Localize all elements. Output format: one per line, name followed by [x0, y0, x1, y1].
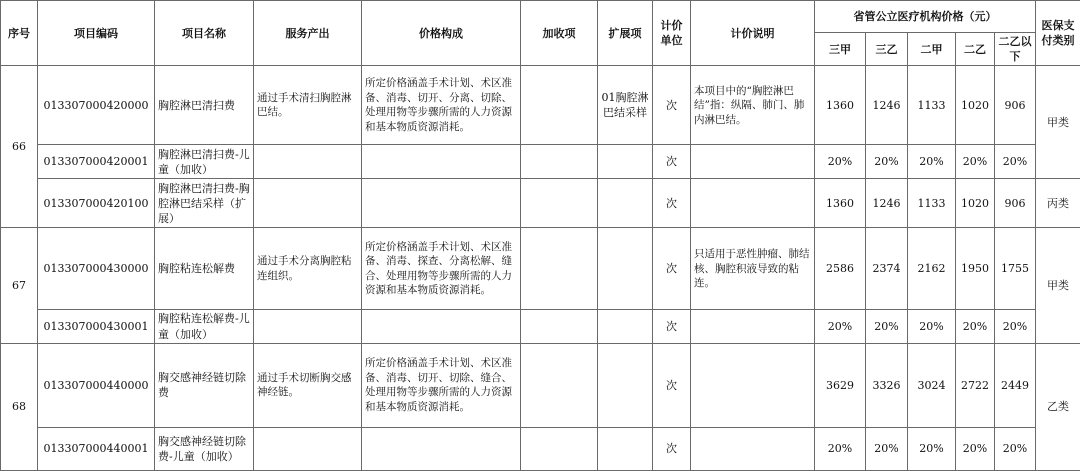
price-cell: 1020 — [956, 66, 995, 145]
price-cell: 20% — [995, 310, 1036, 343]
price-cell: 20% — [956, 145, 995, 179]
insurance-cell: 乙类 — [1036, 343, 1080, 470]
output-cell — [254, 310, 362, 343]
price-cell: 1133 — [908, 66, 956, 145]
seq-cell: 67 — [1, 228, 38, 343]
price-cell: 1133 — [908, 179, 956, 228]
output-cell: 通过手术切断胸交感神经链。 — [254, 343, 362, 427]
extra-cell — [521, 228, 598, 310]
table-row — [1, 228, 1080, 310]
price-cell: 2162 — [908, 228, 956, 310]
output-cell — [254, 145, 362, 179]
header-output: 服务产出 — [254, 1, 362, 66]
insurance-cell: 甲类 — [1036, 228, 1080, 343]
extra-cell — [521, 66, 598, 145]
header-note: 计价说明 — [691, 1, 815, 66]
output-cell — [254, 427, 362, 470]
ext-cell — [598, 343, 653, 427]
price-cell: 20% — [815, 145, 866, 179]
price-cell: 20% — [815, 310, 866, 343]
unit-cell: 次 — [653, 145, 691, 179]
price-cell: 1246 — [866, 179, 908, 228]
price-cell: 906 — [995, 179, 1036, 228]
table-row — [1, 310, 1080, 343]
price-cell: 20% — [995, 427, 1036, 470]
unit-cell: 次 — [653, 179, 691, 228]
price-cell: 1950 — [956, 228, 995, 310]
ext-cell: 01胸腔淋巴结采样 — [598, 66, 653, 145]
price-cell: 3024 — [908, 343, 956, 427]
price-cell: 1360 — [815, 66, 866, 145]
table-row — [1, 66, 1080, 145]
header-level-below-2b: 二乙以下 — [995, 33, 1036, 66]
ext-cell — [598, 228, 653, 310]
price-cell: 20% — [956, 427, 995, 470]
code-cell: 013307000430000 — [38, 228, 155, 310]
extra-cell — [521, 145, 598, 179]
price-cell: 20% — [815, 427, 866, 470]
extra-cell — [521, 427, 598, 470]
code-cell: 013307000420100 — [38, 179, 155, 228]
unit-cell: 次 — [653, 343, 691, 427]
extra-cell — [521, 179, 598, 228]
header-name: 项目名称 — [155, 1, 254, 66]
output-cell — [254, 179, 362, 228]
unit-cell: 次 — [653, 427, 691, 470]
price-cell: 2374 — [866, 228, 908, 310]
header-composition: 价格构成 — [362, 1, 521, 66]
price-cell: 20% — [908, 427, 956, 470]
note-cell: 只适用于恶性肿瘤、肺结核、胸腔积液导致的粘连。 — [691, 228, 815, 310]
composition-cell: 所定价格涵盖手术计划、术区准备、消毒、探查、分离松解、缝合、处理用物等步骤所需的人力资源和基本物质资源消耗。 — [362, 228, 521, 310]
code-cell: 013307000420001 — [38, 145, 155, 179]
price-cell: 20% — [995, 145, 1036, 179]
insurance-cell: 甲类 — [1036, 66, 1080, 179]
composition-cell: 所定价格涵盖手术计划、术区准备、消毒、切开、切除、缝合、处理用物等步骤所需的人力资源和基本物质资源消耗。 — [362, 343, 521, 427]
code-cell: 013307000420000 — [38, 66, 155, 145]
name-cell: 胸交感神经链切除费 — [155, 343, 254, 427]
price-cell: 20% — [908, 310, 956, 343]
price-cell: 3629 — [815, 343, 866, 427]
table-row — [1, 343, 1080, 427]
code-cell: 013307000440001 — [38, 427, 155, 470]
note-cell — [691, 179, 815, 228]
note-cell — [691, 427, 815, 470]
price-cell: 906 — [995, 66, 1036, 145]
extra-cell — [521, 343, 598, 427]
ext-cell — [598, 310, 653, 343]
ext-cell — [598, 179, 653, 228]
name-cell: 胸腔粘连松解费-儿童（加收） — [155, 310, 254, 343]
price-cell: 20% — [866, 310, 908, 343]
table-row — [1, 179, 1080, 228]
table-row — [1, 427, 1080, 470]
note-cell — [691, 310, 815, 343]
header-level-2b: 二乙 — [956, 33, 995, 66]
header-ext: 扩展项 — [598, 1, 653, 66]
name-cell: 胸腔淋巴清扫费-儿童（加收） — [155, 145, 254, 179]
price-cell: 2722 — [956, 343, 995, 427]
note-cell — [691, 145, 815, 179]
name-cell: 胸腔淋巴清扫费-胸腔淋巴结采样（扩展） — [155, 179, 254, 228]
name-cell: 胸腔淋巴清扫费 — [155, 66, 254, 145]
price-cell: 1020 — [956, 179, 995, 228]
insurance-cell: 丙类 — [1036, 179, 1080, 228]
unit-cell: 次 — [653, 228, 691, 310]
seq-cell: 68 — [1, 343, 38, 470]
header-code: 项目编码 — [38, 1, 155, 66]
extra-cell — [521, 310, 598, 343]
composition-cell: 所定价格涵盖手术计划、术区准备、消毒、切开、分离、切除、处理用物等步骤所需的人力资源和基本物质资源消耗。 — [362, 66, 521, 145]
price-cell: 20% — [866, 145, 908, 179]
unit-cell: 次 — [653, 66, 691, 145]
code-cell: 013307000430001 — [38, 310, 155, 343]
ext-cell — [598, 145, 653, 179]
composition-cell — [362, 310, 521, 343]
table-row — [1, 145, 1080, 179]
output-cell: 通过手术清扫胸腔淋巴结。 — [254, 66, 362, 145]
code-cell: 013307000440000 — [38, 343, 155, 427]
header-level-2a: 二甲 — [908, 33, 956, 66]
header-extra: 加收项 — [521, 1, 598, 66]
header-seq: 序号 — [1, 1, 38, 66]
note-cell — [691, 343, 815, 427]
price-cell: 1755 — [995, 228, 1036, 310]
ext-cell — [598, 427, 653, 470]
composition-cell — [362, 427, 521, 470]
header-level-3b: 三乙 — [866, 33, 908, 66]
name-cell: 胸腔粘连松解费 — [155, 228, 254, 310]
price-cell: 20% — [866, 427, 908, 470]
output-cell: 通过手术分离胸腔粘连组织。 — [254, 228, 362, 310]
unit-cell: 次 — [653, 310, 691, 343]
price-cell: 1246 — [866, 66, 908, 145]
header-insurance: 医保支付类别 — [1036, 1, 1080, 66]
price-cell: 3326 — [866, 343, 908, 427]
header-unit: 计价单位 — [653, 1, 691, 66]
price-cell: 20% — [956, 310, 995, 343]
name-cell: 胸交感神经链切除费-儿童（加收） — [155, 427, 254, 470]
composition-cell — [362, 145, 521, 179]
seq-cell: 66 — [1, 66, 38, 228]
price-cell: 2586 — [815, 228, 866, 310]
composition-cell — [362, 179, 521, 228]
price-cell: 20% — [908, 145, 956, 179]
header-price-group: 省管公立医疗机构价格（元） — [815, 1, 1036, 33]
note-cell: 本项目中的“胸腔淋巴结”指：纵隔、肺门、肺内淋巴结。 — [691, 66, 815, 145]
header-level-3a: 三甲 — [815, 33, 866, 66]
price-cell: 1360 — [815, 179, 866, 228]
price-cell: 2449 — [995, 343, 1036, 427]
